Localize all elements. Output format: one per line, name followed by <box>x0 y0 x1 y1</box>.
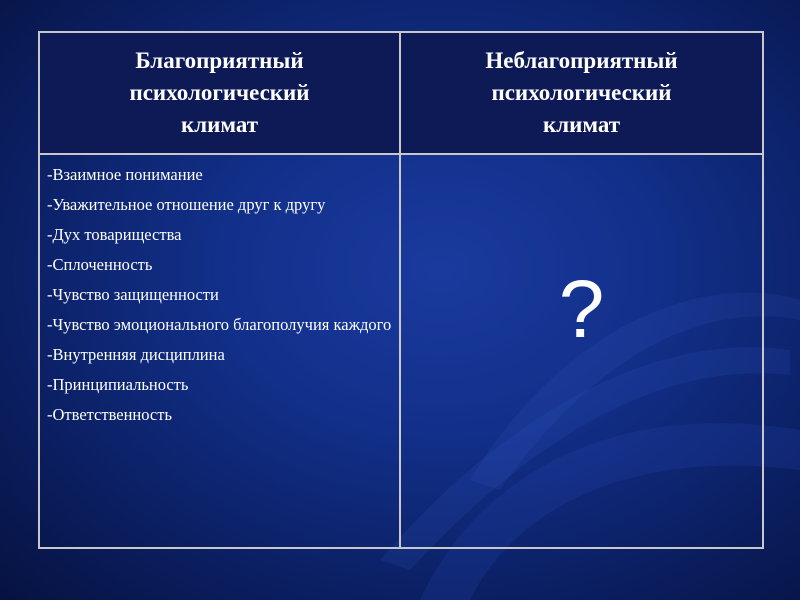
header-favorable-line-2: психологический <box>129 80 310 105</box>
list-item: -Чувство эмоционального благополучия каждого <box>47 315 392 334</box>
header-favorable-line-3: климат <box>180 112 259 137</box>
climate-comparison-table <box>38 31 764 549</box>
header-favorable <box>39 32 400 154</box>
header-unfavorable-line-2: психологический <box>491 80 672 105</box>
header-unfavorable-line-3: климат <box>542 112 621 137</box>
question-mark: ? <box>558 264 605 355</box>
list-item: -Взаимное понимание <box>47 165 203 184</box>
list-item: -Уважительное отношение друг к другу <box>47 195 326 214</box>
body-row <box>39 154 763 548</box>
list-item: -Сплоченность <box>47 255 153 274</box>
header-favorable-line-1: Благоприятный <box>135 48 304 73</box>
header-unfavorable <box>400 32 763 154</box>
list-item: -Дух товарищества <box>47 225 182 244</box>
list-item: -Чувство защищенности <box>47 285 219 304</box>
header-row <box>39 32 763 154</box>
list-item: -Принципиальность <box>47 375 189 394</box>
list-item: -Внутренняя дисциплина <box>47 345 225 364</box>
header-unfavorable-line-1: Неблагоприятный <box>485 48 678 73</box>
unfavorable-traits-cell <box>400 154 763 548</box>
list-item: -Ответственность <box>47 405 172 424</box>
favorable-traits-list <box>47 162 393 427</box>
favorable-traits-cell <box>39 154 400 548</box>
